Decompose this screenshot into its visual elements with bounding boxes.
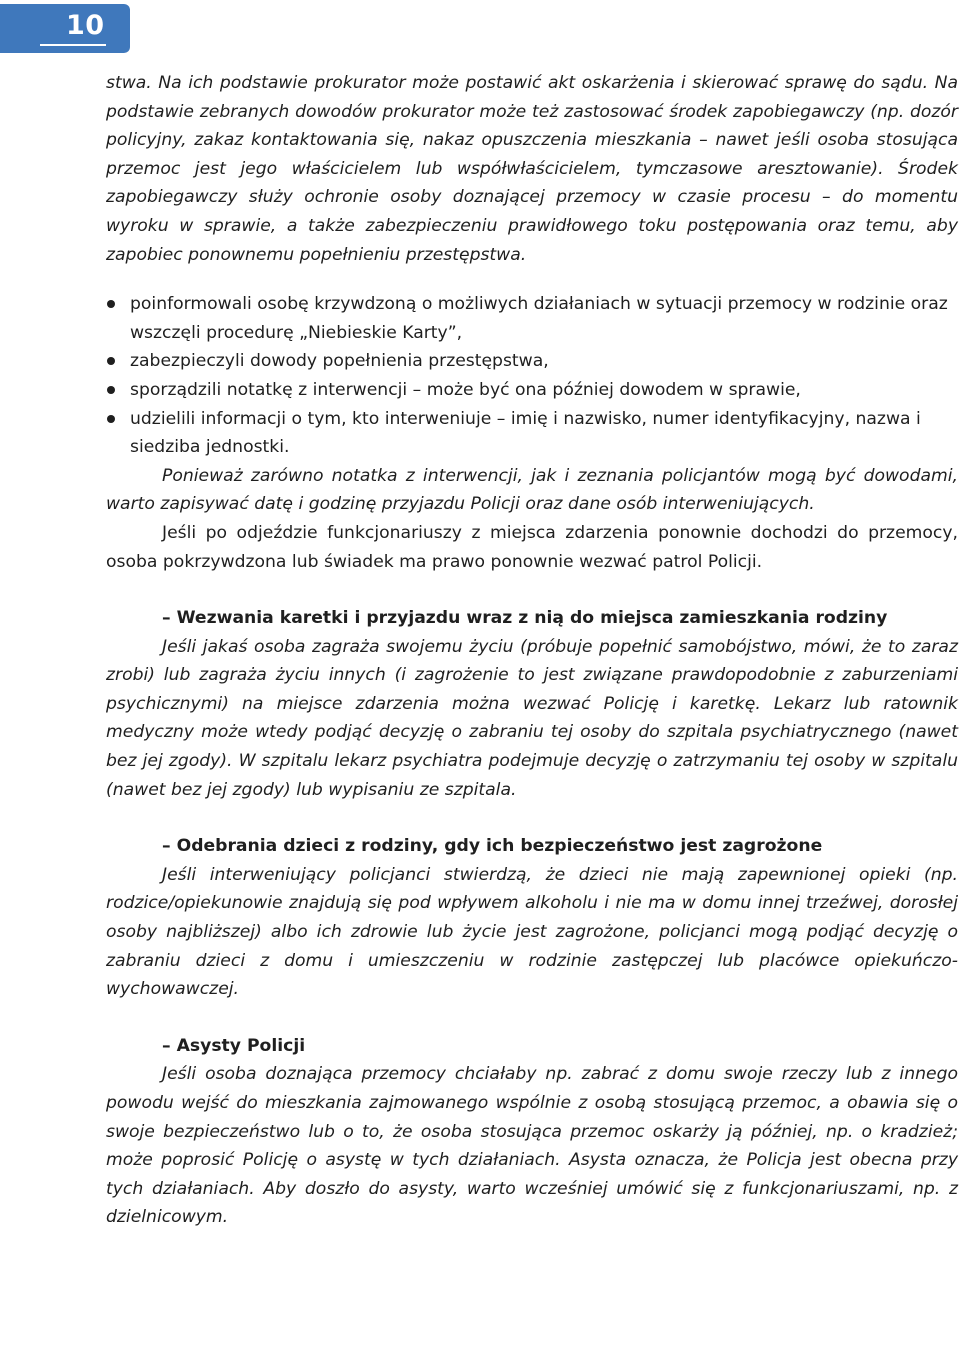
page-number: 10 [66, 10, 105, 41]
section-text-police-assistance: Jeśli osoba doznająca przemocy chciałaby np. zabrać z domu swoje rzeczy lub z innego powodu wejść do mieszkania zajmowanego wspólnie z osobą stosującą przemoc, a obawia się o swoje bezpieczeństwo lub o to, że osoba stosująca przemoc oskarży ją później, np. o kradzież; może poprosić Policję o asystę w tych działaniach. Asysta oznacza, że Policja jest obecna przy tych działaniach. Aby doszło do asysty, warto wcześniej umówić się z funkcjonariuszami, np. z dzielnicowym. [106, 1064, 958, 1228]
page-number-underline [40, 44, 106, 46]
paragraph-evidence-note: Ponieważ zarówno notatka z interwencji, jak i zeznania policjantów mogą być dowodami, warto zapisywać datę i godzinę przyjazdu Policji oraz dane osób interweniujących. [106, 465, 958, 515]
paragraph-prosecutor: stwa. Na ich podstawie prokurator może postawić akt oskarżenia i skierować sprawę do sądu. Na podstawie zebranych dowodów prokurator może też zastosować środek zapobiegawczy (np. dozór policyjny, zakaz kontaktowania się, nakaz opuszczenia mieszkania – nawet jeśli osoba stosująca przemoc jest jego właścicielem lub współwłaścicielem, tymczasowe aresztowanie). Środek zapobiegawczy służy ochronie osoby doznającej przemocy w czasie procesu – do momentu wyroku w sprawie, a także zabezpieczeniu prawidłowego toku postępowania oraz temu, aby zapobiec ponownemu popełnieniu przestępstwa. [106, 73, 958, 265]
list-item: poinformowali osobę krzywdzoną o możliwych działaniach w sytuacji przemocy w rodzinie oraz wszczęli procedurę „Niebieskie Karty”, [106, 290, 958, 347]
section-text-children: Jeśli interweniujący policjanci stwierdzą, że dzieci nie mają zapewnionej opieki (np. rodzice/opiekunowie znajdują się pod wpływem alkoholu i nie ma w domu innej trzeźwej, dorosłej osoby najbliższej) albo ich zdrowie lub życie jest zagrożone, policjanci mogą podjąć decyzję o zabraniu dzieci z domu i umieszczeniu w rodzinie zastępczej lub placówce opiekuńczo-wychowawczej. [106, 864, 958, 1000]
document-body [106, 69, 958, 1232]
page-number-tab [0, 4, 130, 53]
section-heading-children: – Odebrania dzieci z rodziny, gdy ich bezpieczeństwo jest zagrożone [162, 836, 823, 857]
section-heading-ambulance: – Wezwania karetki i przyjazdu wraz z nią do miejsca zamieszkania rodziny [162, 608, 888, 629]
section-heading-police-assistance: – Asysty Policji [162, 1035, 306, 1056]
list-item: zabezpieczyli dowody popełnienia przestępstwa, [106, 347, 958, 376]
paragraph-call-again: Jeśli po odjeździe funkcjonariuszy z miejsca zdarzenia ponownie dochodzi do przemocy, osoba pokrzywdzona lub świadek ma prawo ponownie wezwać patrol Policji. [106, 522, 958, 572]
list-item: udzielili informacji o tym, kto interweniuje – imię i nazwisko, numer identyfikacyjny, nazwa i siedziba jednostki. [106, 405, 958, 462]
section-text-ambulance: Jeśli jakaś osoba zagraża swojemu życiu (próbuje popełnić samobójstwo, mówi, że to zaraz zrobi) lub zagraża życiu innych (i zagrożenie to jest związane prawdopodobnie z zaburzeniami psychicznymi) na miejsce zdarzenia można wezwać Policję i karetkę. Lekarz lub ratownik medyczny może wtedy podjąć decyzję o zabraniu tej osoby do szpitala psychiatrycznego (nawet bez jej zgody). W szpitalu lekarz psychiatra podejmuje decyzję o zatrzymaniu tej osoby w szpitalu (nawet bez jej zgody) lub wypisaniu ze szpitala. [106, 636, 958, 800]
bullet-list [106, 290, 958, 462]
list-item: sporządzili notatkę z interwencji – może być ona później dowodem w sprawie, [106, 376, 958, 405]
